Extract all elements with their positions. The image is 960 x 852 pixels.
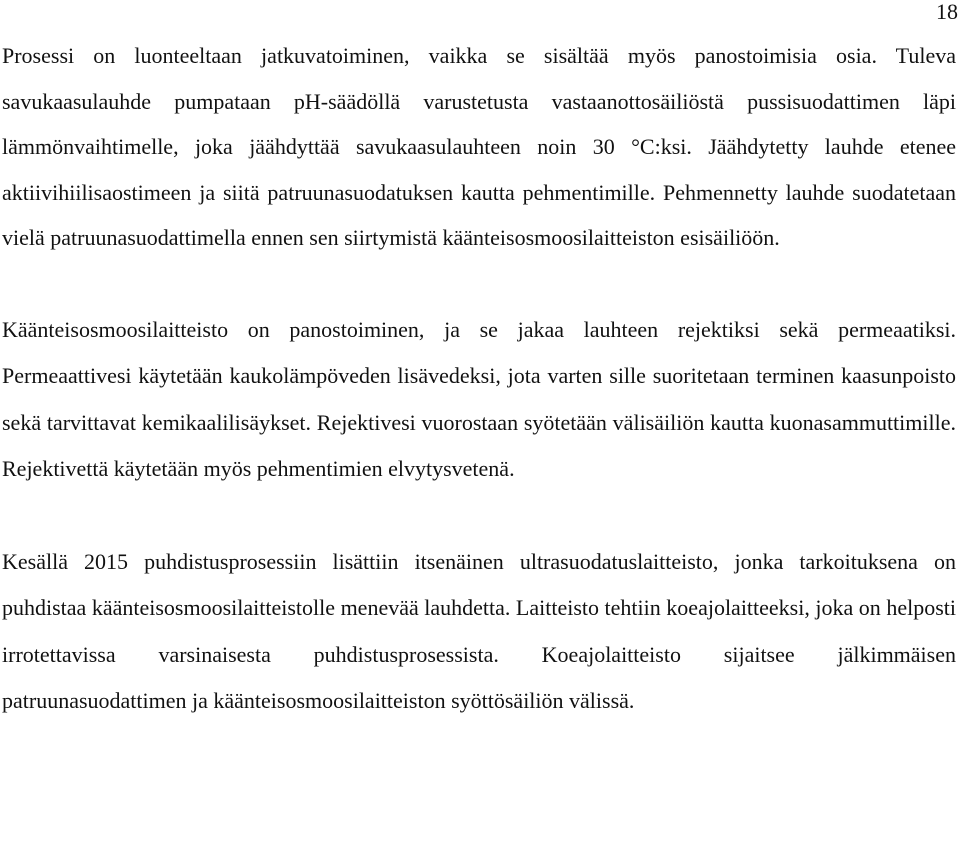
- paragraph-process: Prosessi on luonteeltaan jatkuvatoiminen, vaikka se sisältää myös panostoimisia osia. Tuleva savukaasulauhde pumpataan pH-säädöllä varustetusta vastaanottosäiliöstä pussisuodattimen läpi lämmönvaihtimelle, joka jäähdyttää savukaasulauhteen noin 30 °C:ksi. Jäähdytetty lauhde etenee aktiivihiilisaostimeen ja siitä patruunasuodatuksen kautta pehmentimille. Pehmennetty lauhde suodatetaan vielä patruunasuodattimella ennen sen siirtymistä käänteisosmoosilaitteiston esisäiliöön.: [2, 43, 956, 250]
- paragraph-spacer: [2, 261, 956, 307]
- paragraph-reverse-osmosis: Käänteisosmoosilaitteisto on panostoiminen, ja se jakaa lauhteen rejektiksi sekä permeaatiksi. Permeaattivesi käytetään kaukolämpöveden lisävedeksi, jota varten sille suoritetaan terminen kaasunpoisto sekä tarvittavat kemikaalilisäykset. Rejektivesi vuorostaan syötetään välisäiliön kautta kuonasammuttimille. Rejektivettä käytetään myös pehmentimien elvytysvetenä.: [2, 316, 956, 481]
- page-number: 18: [936, 0, 958, 24]
- document-body: [2, 33, 956, 725]
- paragraph-spacer: [2, 493, 956, 539]
- paragraph-ultrafiltration: Kesällä 2015 puhdistusprosessiin lisättiin itsenäinen ultrasuodatuslaitteisto, jonka tarkoituksena on puhdistaa käänteisosmoosilaitteistolle menevää lauhdetta. Laitteisto tehtiin koeajolaitteeksi, joka on helposti irrotettavissa varsinaisesta puhdistusprosessista. Koeajolaitteisto sijaitsee jälkimmäisen patruunasuodattimen ja käänteisosmoosilaitteiston syöttösäiliön välissä.: [2, 548, 956, 713]
